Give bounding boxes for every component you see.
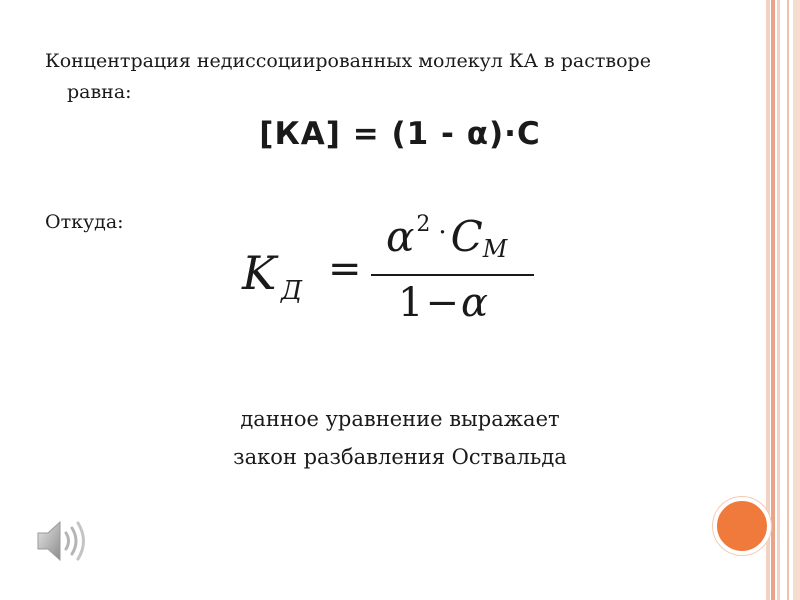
formula-numerator: [386, 212, 507, 261]
intro-paragraph: [45, 46, 745, 108]
intro-line-2: равна:: [67, 81, 132, 103]
decorative-stripe: [777, 0, 780, 600]
conclusion: [0, 400, 800, 476]
formula-k-symbol: K: [242, 246, 277, 300]
denominator-one: 1: [398, 280, 424, 326]
numerator-c-subscript: M: [482, 235, 508, 263]
decorative-stripe: [787, 0, 789, 600]
intro-line-1: Концентрация недиссоциированных молекул КА в растворе: [45, 50, 651, 72]
fraction-bar: [371, 274, 534, 276]
formula-denominator: [398, 280, 488, 326]
decorative-stripe: [793, 0, 800, 600]
concentration-equation: [КА] = (1 - α)·С: [259, 116, 541, 152]
conclusion-line-2: закон разбавления Оствальда: [233, 445, 567, 469]
denominator-minus: −: [425, 280, 459, 326]
formula-equals: =: [328, 246, 362, 292]
numerator-dot: ·: [438, 218, 447, 248]
decorative-stripe: [771, 0, 775, 600]
numerator-c: C: [450, 212, 483, 261]
denominator-alpha: α: [460, 280, 488, 326]
conclusion-line-1: данное уравнение выражает: [240, 407, 560, 431]
numerator-alpha: α: [386, 212, 415, 261]
orange-circle-decoration: [713, 497, 771, 555]
numerator-power: 2: [416, 212, 431, 237]
ostwald-formula: [236, 212, 546, 337]
speaker-icon[interactable]: [34, 516, 94, 566]
whence-label: Откуда:: [45, 211, 124, 233]
formula-k-subscript: Д: [281, 276, 303, 306]
